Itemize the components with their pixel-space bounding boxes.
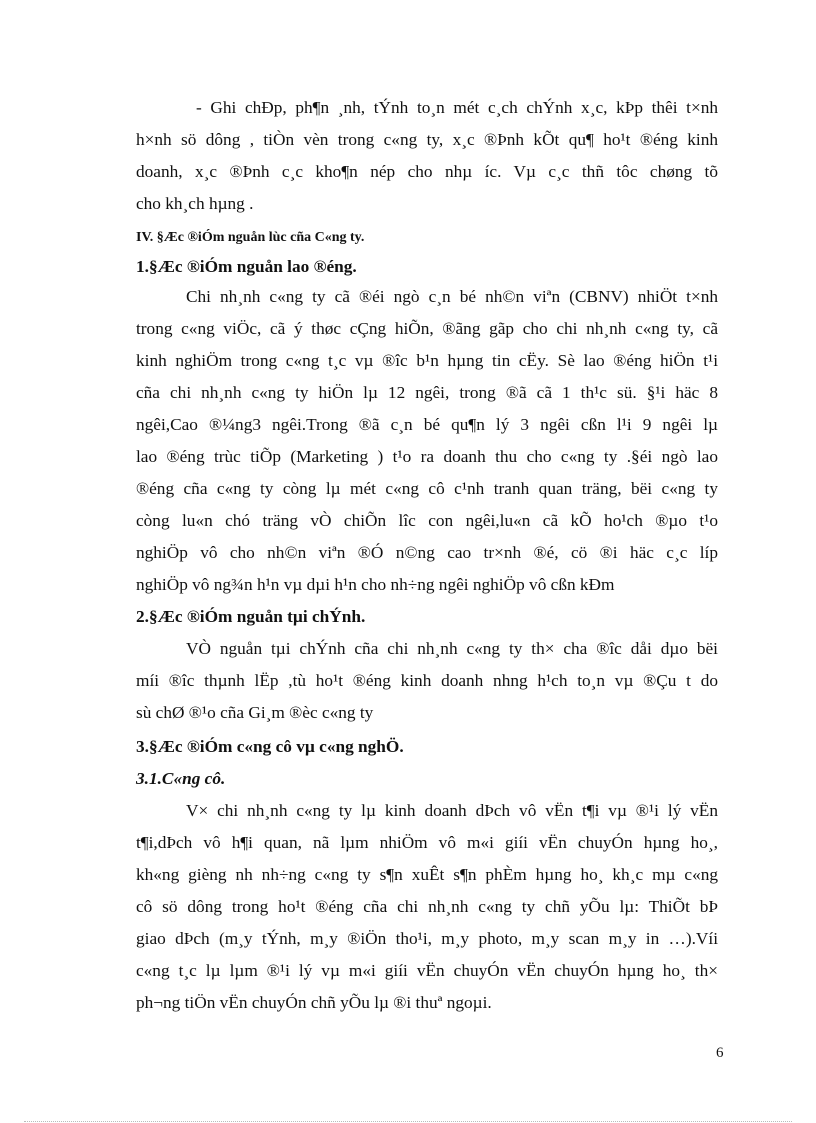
paragraph-line: ngêi,Cao ®¼ng3 ngêi.Trong ®ã c¸n bé qu¶n lý 3 ngêi cßn l¹i 9 ngêi lµ [136, 415, 718, 434]
paragraph-line: kh«ng gièng nh nh÷ng c«ng ty s¶n xuÊt s¶n phÈm hµng ho¸ kh¸c mµ c«ng [136, 865, 718, 884]
subheading-tools: 3.1.C«ng cô. [136, 769, 226, 788]
paragraph-line: lao ®éng trùc tiÕp (Marketing ) t¹o ra doanh thu cho c«ng ty .§éi ngò lao [136, 447, 718, 466]
paragraph-line: t¶i,dÞch vô h¶i quan, nã lµm nhiÖm vô m«i giíi vËn chuyÓn hµng ho¸, [136, 833, 718, 852]
paragraph-line: V× chi nh¸nh c«ng ty lµ kinh doanh dÞch vô vËn t¶i vµ ®¹i lý vËn [186, 801, 718, 820]
page-number: 6 [716, 1045, 724, 1061]
paragraph-line: kinh nghiÖm trong c«ng t¸c vµ ®îc b¹n hµng tin cËy. Sè lao ®éng hiÖn t¹i [136, 351, 718, 370]
paragraph-line: ®éng cña c«ng ty còng lµ mét c«ng cô c¹nh tranh quan träng, bëi c«ng ty [136, 479, 718, 498]
page-bottom-divider [24, 1121, 792, 1122]
paragraph-line: cho kh¸ch hµng . [136, 194, 254, 213]
paragraph-line: nghiÖp vô cho nh©n viªn ®Ó n©ng cao tr×nh ®é, cö ®i häc c¸c líp [136, 543, 718, 562]
paragraph-line: cña chi nh¸nh c«ng ty hiÖn lµ 12 ngêi, trong ®ã cã 1 th¹c sü. §¹i häc 8 [136, 383, 718, 402]
paragraph-line: cô sö dông trong ho¹t ®éng cña chi nh¸nh c«ng ty chñ yÕu lµ: ThiÕt bÞ [136, 897, 718, 916]
paragraph-line: h×nh sö dông , tiÒn vèn trong c«ng ty, x¸c ®Þnh kÕt qu¶ ho¹t ®éng kinh [136, 130, 718, 149]
heading-labor-resources: 1.§Æc ®iÓm nguån lao ®éng. [136, 257, 357, 276]
heading-tools-technology: 3.§Æc ®iÓm c«ng cô vµ c«ng nghÖ. [136, 737, 404, 756]
paragraph-line: trong c«ng viÖc, cã ý thøc cÇng hiÕn, ®ãng gãp cho chi nh¸nh c«ng ty, cã [136, 319, 718, 338]
paragraph-line: doanh, x¸c ®Þnh c¸c kho¶n nép cho nhµ íc. Vµ c¸c thñ tôc chøng tõ [136, 162, 718, 181]
paragraph-line: ph¬ng tiÖn vËn chuyÓn chñ yÕu lµ ®i thuª ngoµi. [136, 993, 492, 1012]
paragraph-line: còng lu«n chó träng vÒ chiÕn lîc con ngêi,lu«n cã kÕ ho¹ch ®µo t¹o [136, 511, 718, 530]
paragraph-line: sù chØ ®¹o cña Gi¸m ®èc c«ng ty [136, 703, 374, 722]
paragraph-line: Chi nh¸nh c«ng ty cã ®éi ngò c¸n bé nh©n viªn (CBNV) nhiÖt t×nh [186, 287, 718, 306]
heading-financial-resources: 2.§Æc ®iÓm nguån tµi chÝnh. [136, 607, 366, 626]
paragraph-line: nghiÖp vô ng¾n h¹n vµ dµi h¹n cho nh÷ng ngêi nghiÖp vô cßn kÐm [136, 575, 615, 594]
paragraph-line: míi ®îc thµnh lËp ,tù ho¹t ®éng kinh doanh nhng h¹ch to¸n vµ ®Çu t do [136, 671, 718, 690]
paragraph-line: c«ng t¸c lµ lµm ®¹i lý vµ m«i giíi vËn chuyÓn vËn chuyÓn hµng ho¸ th× [136, 961, 718, 980]
paragraph-line: - Ghi chÐp, ph¶n ¸nh, tÝnh to¸n mét c¸ch chÝnh x¸c, kÞp thêi t×nh [196, 98, 718, 117]
paragraph-line: VÒ nguån tµi chÝnh cña chi nh¸nh c«ng ty th× cha ®îc dåi dµo bëi [186, 639, 718, 658]
section-heading-iv: IV. §Æc ®iÓm nguån lùc cña C«ng ty. [136, 230, 365, 245]
paragraph-line: giao dÞch (m¸y tÝnh, m¸y ®iÖn tho¹i, m¸y photo, m¸y scan m¸y in …).Víi [136, 929, 718, 948]
